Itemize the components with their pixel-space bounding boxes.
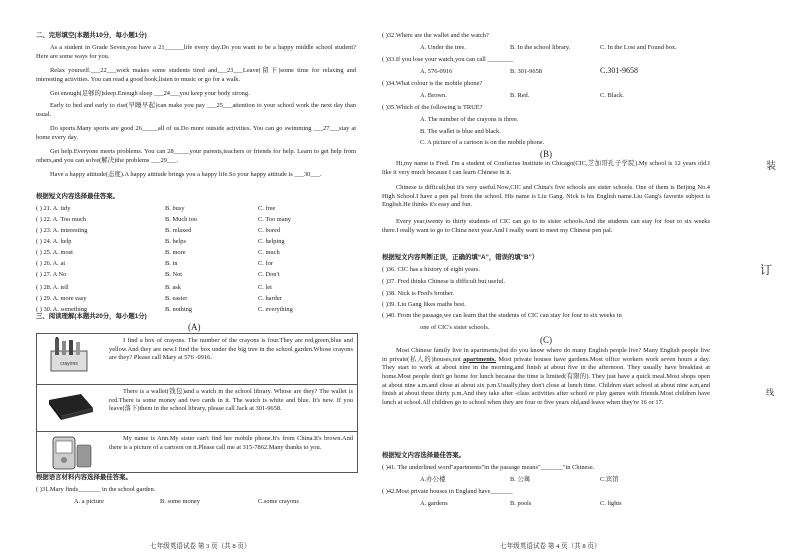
q42-option-a: A. gardens xyxy=(420,500,448,507)
passage-c-text-after: Most private houses have gardens.Most office workers work seven hours a day. They start to work at about nine in the morning,and finish at about five in the afternoon. They usually have breakfast at home.Most people don't go home for lunch because the time is limited(有限的). They just have a quick meal.Most shops open at about nine a.m.and close at about six p.m.Usually,they don't close at lunch time. Children start school at about nine a.m,and finish at about three thirty p.m.And they take after -class activities after school or play games with friends.Most children have lunch at school.All children go to school when they are four or five years old,and leave when they're 16 or 17. xyxy=(382,355,710,406)
cloze-option-b: B. more xyxy=(165,249,186,256)
passage-b-paragraph: Every year,twenty to thirty students of CIC can go to its sister schools.And the students can stay for four to six weeks there.I really want to go to China next year.And I really want to meet my Chinese pen pal. xyxy=(382,218,710,234)
passage-b-paragraph: Hi,my name is Fred. I'm a student of Confucius Institute in Chicago(CIC,芝加哥孔子学院).My school is 12 years old.I like it very much because I can learn Chinese in it. xyxy=(382,160,710,176)
cloze-option-c: C. helping xyxy=(258,238,285,245)
q41-option-c: C.宾馆 xyxy=(600,476,619,483)
cloze-option-c: C. for xyxy=(258,260,273,267)
cloze-question-number: ( ) 26. A. at xyxy=(36,260,66,267)
q42-option-c: C. lights xyxy=(600,500,622,507)
q41-option-b: B. 公寓 xyxy=(510,476,531,483)
cloze-question-number: ( ) 30. A. something xyxy=(36,306,88,313)
q32-option-a: A. Under the tree. xyxy=(420,44,466,51)
cloze-option-c: C. let xyxy=(258,284,272,291)
notice-box xyxy=(36,333,358,473)
q33-option-b: B. 301-9658 xyxy=(510,68,542,75)
cloze-option-b: B. easier xyxy=(165,295,188,302)
question-32: ( )32.Where are the wallet and the watch? xyxy=(382,32,489,39)
cloze-option-b: B. busy xyxy=(165,205,185,212)
q34-option-c: C. Black. xyxy=(600,92,624,99)
cloze-option-b: B. Not xyxy=(165,271,183,278)
cloze-question-number: ( ) 22. A. Too much xyxy=(36,216,87,223)
cloze-question-number: ( ) 23. A. interesting xyxy=(36,227,88,234)
question-40-continued: one of CIC's sister schools. xyxy=(420,324,490,331)
cloze-question-number: ( ) 29. A. more easy xyxy=(36,295,87,302)
question-42: ( )42.Most private houses in England have_______ xyxy=(382,488,513,495)
notice-crayons xyxy=(37,334,357,385)
question-39: ( )39. Liu Gang likes maths best. xyxy=(382,301,466,308)
crayons-icon xyxy=(41,337,101,373)
cloze-paragraph: Get help.Everyone meets problems. You can 28_____your parents,teachers or friends for help. Learn to get help from others,and you can solve(解决)the problems ___29___. xyxy=(36,148,356,164)
cloze-option-c: C. much xyxy=(258,249,280,256)
q35-option-c: C. A picture of a cartoon is on the mobile phone. xyxy=(420,139,545,146)
notice-phone-text: My name is Ann.My sister can't find her mobile phone.It's from China.It's brown.And there is a picture of a cartoon on it.Please call me at 315-7862.Many thanks to you. xyxy=(109,435,353,451)
cloze-option-c: C. free xyxy=(258,205,276,212)
section2-title: 二、完形填空(本题共10分，每小题1分) xyxy=(36,32,147,39)
cloze-question-number: ( ) 28. A. tell xyxy=(36,284,69,291)
q31-option-b: B. some money xyxy=(160,498,200,505)
question-36: ( )36. CIC has a history of eight years. xyxy=(382,266,480,273)
margin-char-zhuang: 装 xyxy=(766,161,776,172)
q34-option-a: A. Brown. xyxy=(420,92,447,99)
a-instruction: 根据语言材料内容选择最佳答案。 xyxy=(36,474,132,481)
passage-c-text-before: Most Chinese family live in apartments,but do you know where do many English people live? Many English people live in private(私人的)houses,not xyxy=(382,347,710,363)
cloze-instruction: 根据短文内容选择最佳答案。 xyxy=(36,193,120,200)
cloze-paragraph: Do sports.Many sports are good 26_____all of us.Do more outside activities. You can go swimming ___27___stay at home every day. xyxy=(36,125,356,141)
question-37: ( )37. Fred thinks Chinese is difficult but useful. xyxy=(382,278,506,285)
question-38: ( )38. Nick is Fred's brother. xyxy=(382,290,454,297)
passage-c-paragraph xyxy=(382,347,710,407)
passage-b-label: (B) xyxy=(540,149,552,159)
question-31: ( )31.Mary finds_______ in the school garden. xyxy=(36,486,156,493)
svg-text:crayons: crayons xyxy=(60,361,78,367)
cloze-paragraph: Have a happy attitude(态度).A happy attitude brings you a happy life.So your happy attitude is ___30___. xyxy=(50,171,322,178)
passage-a-label: (A) xyxy=(188,322,201,332)
q32-option-b: B. In the school library. xyxy=(510,44,571,51)
right-page xyxy=(380,0,730,558)
q42-option-b: B. pools xyxy=(510,500,532,507)
q31-option-a: A. a picture xyxy=(74,498,104,505)
page-footer: 七年级英语试卷 第 3 页（共 8 页） xyxy=(150,543,251,551)
q35-option-a: A. The number of the crayons is three. xyxy=(420,116,519,123)
cloze-paragraph: Early to bed and early to rise(早睡早起)can make you pay ___25___attention to your school work the next day than usual. xyxy=(36,102,356,118)
passage-b-paragraph: Chinese is difficult,but it's very useful.Now,CIC and China's five schools are sister schools. One of them is Beijing No.4 High School.I have a pen pal from the school. His name is Liu Gang. Nick is his English name.Liu Gang's favorite subject is English.He thinks it's easy and fun. xyxy=(382,184,710,209)
cloze-question-number: ( ) 25. A. most xyxy=(36,249,73,256)
cloze-option-b: B. in xyxy=(165,260,178,267)
cloze-paragraph: Get enough(足够的)sleep.Enough sleep ___24___you keep your body strong. xyxy=(50,90,250,97)
question-34: ( )34.What colour is the mobile phone? xyxy=(382,80,483,87)
cloze-option-c: C. harder xyxy=(258,295,282,302)
cloze-option-b: B. nothing xyxy=(165,306,192,313)
b-instruction: 根据短文内容判断正误，正确的填“A”，错误的填“B”） xyxy=(382,254,539,261)
question-40: ( )40. From the passage,we can learn that the students of CIC can stay for four to six weeks in xyxy=(382,312,622,319)
cloze-question-number: ( ) 24. A. help xyxy=(36,238,72,245)
cloze-option-c: C. Too many xyxy=(258,216,291,223)
cloze-option-b: B. ask xyxy=(165,284,181,291)
notice-wallet xyxy=(37,385,357,432)
q41-option-a: A.办公楼 xyxy=(420,476,446,483)
binding-margin xyxy=(730,0,794,558)
cloze-question-number: ( ) 27. A No xyxy=(36,271,67,278)
q32-option-c: C. In the Lost and Found box. xyxy=(600,44,677,51)
mobile-phone-icon xyxy=(41,435,101,471)
passage-c-label: (C) xyxy=(540,335,552,345)
q33-option-a: A. 576-0916 xyxy=(420,68,453,75)
cloze-option-c: C. everything xyxy=(258,306,293,313)
section3-title: 三、阅读理解(本题共20分，每小题1分) xyxy=(36,313,147,320)
cloze-option-b: B. helps xyxy=(165,238,186,245)
cloze-question-number: ( ) 21. A. tidy xyxy=(36,205,71,212)
cloze-option-c: C. bored xyxy=(258,227,281,234)
cloze-option-c: C. Don't xyxy=(258,271,280,278)
underlined-word: apartments. xyxy=(463,355,497,363)
wallet-icon xyxy=(41,388,101,424)
notice-crayons-text: I find a box of crayons. The number of the crayons is four.They are red,green,blue and yellow.And they are new.I find the box under the big tree in the school garden.Whose crayons are they? Please call Mary at 576 -0916. xyxy=(109,337,353,362)
margin-char-xian: 线 xyxy=(766,388,774,397)
q31-option-c: C.some crayons xyxy=(258,498,299,505)
notice-wallet-text: There is a wallet(钱包)and a watch in the school library. Whose are they? The wallet is red.There is some money and two cards in it. The watch is white and blue. It's new. If you leave(落下)them in the school library, please call Jack at 301-9658. xyxy=(109,388,353,413)
c-instruction: 根据短文内容选择最佳答案。 xyxy=(382,452,466,459)
cloze-option-b: B. Much too xyxy=(165,216,198,223)
q33-option-c: C.301-9658 xyxy=(600,66,638,75)
cloze-option-b: B. relaxed xyxy=(165,227,192,234)
question-41: ( )41. The underlined word"apartments"in the passage means"_______"in Chinese. xyxy=(382,464,595,471)
margin-char-ding: 订 xyxy=(760,263,773,277)
left-page xyxy=(0,0,380,558)
cloze-paragraph: Relax yourself.___22___work makes some students tired and___23___Leave(留下)some time for relaxing and interesting activities. You can read a good book,listen to music or go for a walk. xyxy=(36,67,356,83)
question-35: ( )35.Which of the following is TRUE? xyxy=(382,104,483,111)
question-33: ( )33.If you lose your watch,you can call ________ xyxy=(382,56,513,63)
notice-phone xyxy=(37,432,357,473)
cloze-paragraph: As a student in Grade Seven,you have a 21______life every day.Do you want to be a happy middle school student? Here are some ways for you. xyxy=(36,44,356,60)
q35-option-b: B. The wallet is blue and black. xyxy=(420,128,501,135)
page-footer: 七年级英语试卷 第 4 页（共 8 页） xyxy=(500,543,601,551)
q34-option-b: B. Red. xyxy=(510,92,530,99)
